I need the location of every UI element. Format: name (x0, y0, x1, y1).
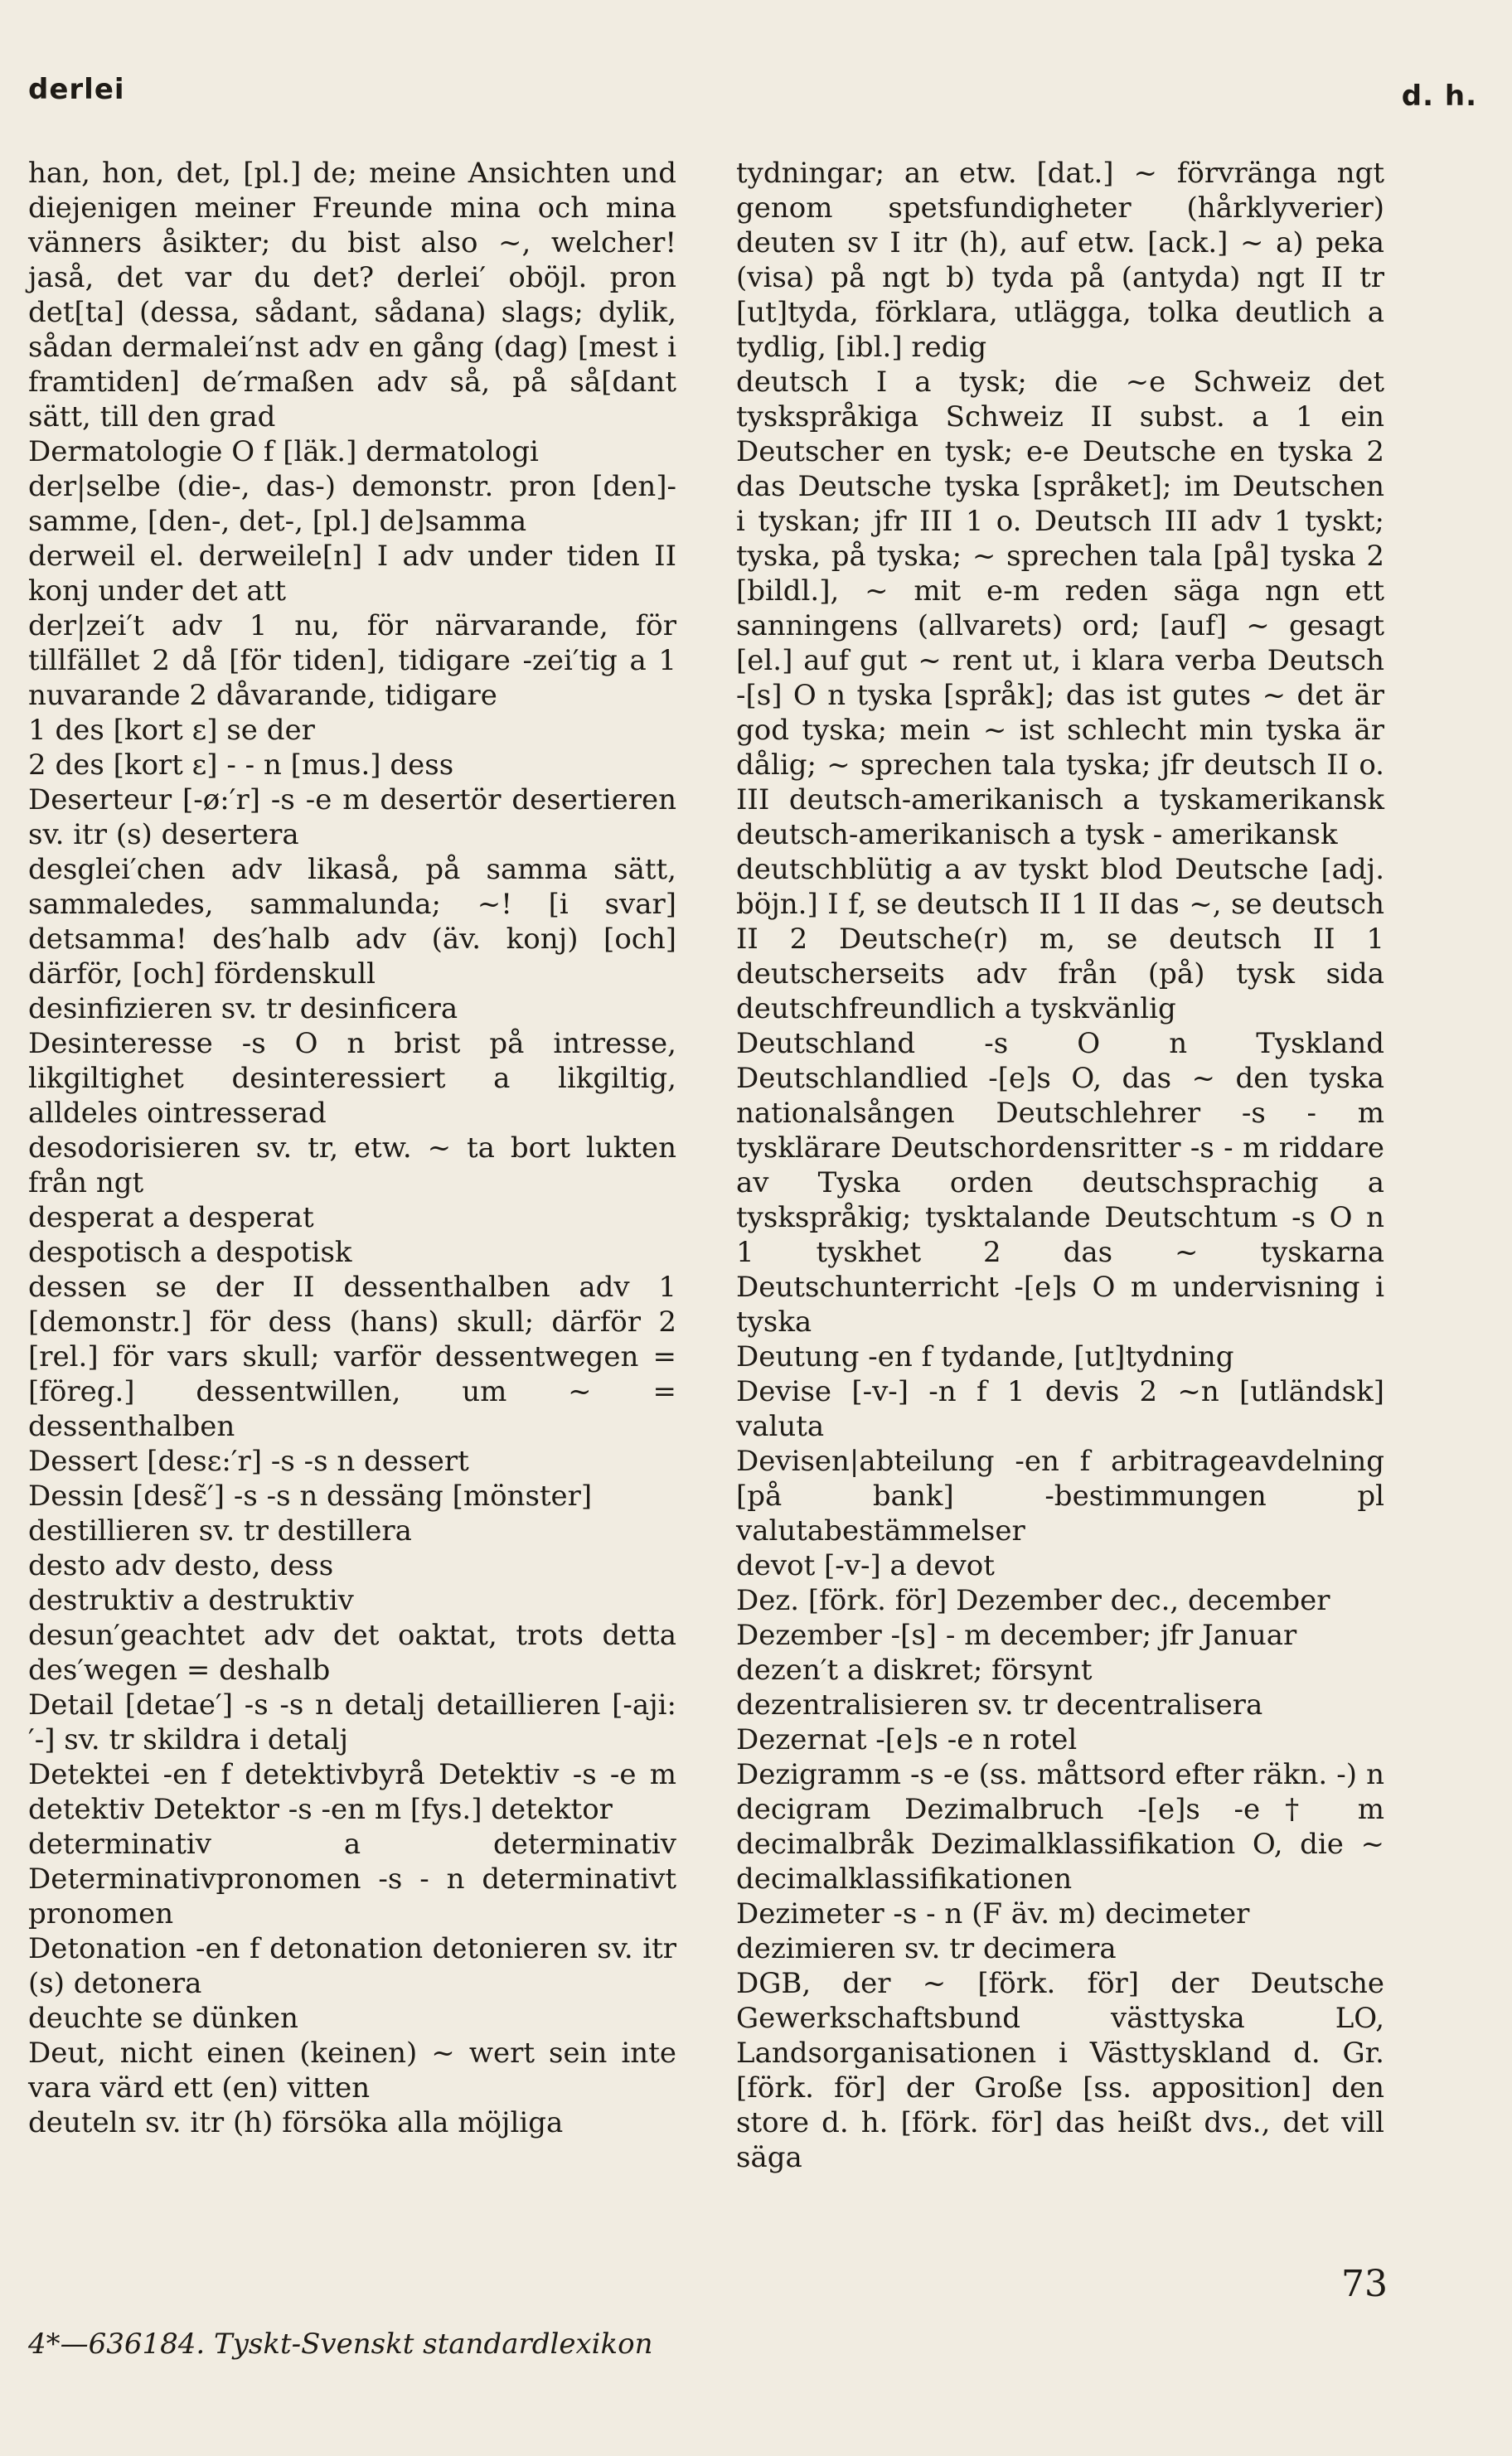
entry: Devise [-v-] -n f 1 devis 2 ~n [utländsk] valuta (736, 1375, 1384, 1443)
entry: Devisen|abteilung -en f arbitrageavdelning [på bank] -bestimmungen pl valutabestämmelser (736, 1445, 1384, 1548)
entry: Deut, nicht einen (keinen) ~ wert sein inte vara värd ett (en) vitten (28, 2037, 676, 2105)
entry: desperat a desperat (28, 1201, 314, 1234)
entry: Detektei -en f detektivbyrå Detektiv -s -e m detektiv Detektor -s -en m [fys.] detektor (28, 1758, 676, 1826)
entry: Dezigramm -s -e (ss. måttsord efter räkn. -) n decigram Dezimalbruch -[e]s -e† m decimalbråk Dezimalklassifikation O, die ~ decimalklassifikationen (736, 1758, 1384, 1896)
entry: dezimieren sv. tr decimera (736, 1932, 1117, 1965)
entry: Dez. [förk. för] Dezember dec., december (736, 1584, 1330, 1617)
entry: determinativ a determinativ Determinativpronomen -s - n determinativt pronomen (28, 1828, 676, 1930)
guide-word-left: derlei (28, 73, 125, 106)
footer-signature: 4*—636184. Tyskt-Svenskt standardlexikon (28, 2328, 653, 2361)
entry: destillieren sv. tr destillera (28, 1514, 412, 1548)
entry: Dessert [desɛ:′r] -s -s n dessert (28, 1445, 469, 1478)
entry: deuteln sv. itr (h) försöka alla möjliga (28, 2106, 564, 2139)
entry: Dessin [desɛ̃′] -s -s n dessäng [mönster] (28, 1480, 593, 1513)
entry: desinfizieren sv. tr desinficera (28, 992, 458, 1025)
entry: Dezernat -[e]s -e n rotel (736, 1723, 1078, 1756)
entry: DGB, der ~ [förk. för] der Deutsche Gewerkschaftsbund västtyska LO, Landsorganisationen i Västtyskland d. Gr. [förk. för] der Große [ss. apposition] den store d. h. [förk. för] das heißt dvs., det vill säga (736, 1967, 1384, 2174)
entry: Dermatologie O f [läk.] dermatologi (28, 435, 539, 468)
entry: der|zei′t adv 1 nu, för närvarande, för tillfället 2 då [för tiden], tidigare -zei′tig a 1 nuvarande 2 dåvarande, tidigare (28, 609, 676, 712)
left-column (28, 156, 676, 2140)
entry: han, hon, det, [pl.] de; meine Ansichten und diejenigen meiner Freunde mina och mina vänners åsikter; du bist also ~, welcher! jaså, det var du det? derlei′ oböjl. pron det[ta] (dessa, sådant, sådana) slags; dylik, sådan dermalei′nst adv en gång (dag) [mest i framtiden] de′rmaßen adv så, på så[dant sätt, till den grad (28, 157, 676, 434)
entry: Dezimeter -s - n (F äv. m) decimeter (736, 1897, 1250, 1930)
entry: deutsch I a tysk; die ~e Schweiz det tyskspråkiga Schweiz II subst. a 1 ein Deutscher en tysk; e-e Deutsche en tyska 2 das Deutsche tyska [språket]; im Deutschen i tyskan; jfr III 1 o. Deutsch III adv 1 tyskt; tyska, på tyska; ~ sprechen tala [på] tyska 2 [bildl.], ~ mit e-m reden säga ngn ett sanningens (allvarets) ord; [auf] ~ gesagt [el.] auf gut ~ rent ut, i klara verba Deutsch -[s] O n tyska [språk]; das ist gutes ~ det är god tyska; mein ~ ist schlecht min tyska är dålig; ~ sprechen tala tyska; jfr deutsch II o. III deutsch-amerikanisch a tyskamerikansk deutsch-amerikanisch a tysk - amerikansk (736, 366, 1384, 851)
page-number: 73 (1341, 2263, 1388, 2305)
entry: Detail [detae′] -s -s n detalj detaillieren [-aji:′-] sv. tr skildra i detalj (28, 1688, 676, 1756)
entry: desglei′chen adv likaså, på samma sätt, sammaledes, sammalunda; ~! [i svar] detsamma! des′halb adv (äv. konj) [och] därför, [och] fördenskull (28, 853, 676, 991)
entry: derweil el. derweile[n] I adv under tiden II konj under det att (28, 540, 676, 608)
entry: Desinteresse -s O n brist på intresse, likgiltighet desinteressiert a likgiltig, alldeles ointresserad (28, 1027, 676, 1130)
entry: desto adv desto, dess (28, 1549, 334, 1582)
entry: Dezember -[s] - m december; jfr Januar (736, 1619, 1297, 1652)
guide-word-right: d. h. (1401, 80, 1477, 113)
entry: deuchte se dünken (28, 2002, 298, 2035)
entry: Deserteur [-ø:′r] -s -e m desertör desertieren sv. itr (s) desertera (28, 783, 676, 851)
entry: dessen se der II dessenthalben adv 1 [demonstr.] för dess (hans) skull; därför 2 [rel.] för vars skull; varför dessentwegen = [föreg.] dessentwillen, um ~ = dessenthalben (28, 1271, 676, 1443)
entry: tydningar; an etw. [dat.] ~ förvränga ngt genom spetsfundigheter (hårklyverier) deuten sv I itr (h), auf etw. [ack.] ~ a) peka (visa) på ngt b) tyda på (antyda) ngt II tr [ut]tyda, förklara, utlägga, tolka deutlich a tydlig, [ibl.] redig (736, 157, 1384, 364)
entry: der|selbe (die-, das-) demonstr. pron [den]-samme, [den-, det-, [pl.] de]samma (28, 470, 676, 538)
entry: Detonation -en f detonation detonieren sv. itr (s) detonera (28, 1932, 676, 2000)
entry: despotisch a despotisk (28, 1236, 352, 1269)
right-column (736, 156, 1384, 2175)
entry: destruktiv a destruktiv (28, 1584, 354, 1617)
entry: Deutschland -s O n Tyskland Deutschlandlied -[e]s O, das ~ den tyska nationalsången Deutschlehrer -s - m tysklärare Deutschordensritter -s - m riddare av Tyska orden deutschsprachig a tyskspråkig; tysktalande Deutschtum -s O n 1 tyskhet 2 das ~ tyskarna Deutschunterricht -[e]s O m undervisning i tyska (736, 1027, 1384, 1339)
entry: Deutung -en f tydande, [ut]tydning (736, 1340, 1234, 1373)
entry: dezentralisieren sv. tr decentralisera (736, 1688, 1263, 1722)
entry: 1 des [kort ɛ] se der (28, 714, 315, 747)
entry: dezen′t a diskret; försynt (736, 1654, 1093, 1687)
entry: desodorisieren sv. tr, etw. ~ ta bort lukten från ngt (28, 1131, 676, 1199)
entry: desun′geachtet adv det oaktat, trots detta des′wegen = deshalb (28, 1619, 676, 1687)
entry: 2 des [kort ɛ] - - n [mus.] dess (28, 748, 454, 782)
entry: deutschblütig a av tyskt blod Deutsche [adj. böjn.] I f, se deutsch II 1 II das ~, se deutsch II 2 Deutsche(r) m, se deutsch II 1 deutscherseits adv från (på) tysk sida deutschfreundlich a tyskvänlig (736, 853, 1384, 1025)
entry: devot [-v-] a devot (736, 1549, 995, 1582)
